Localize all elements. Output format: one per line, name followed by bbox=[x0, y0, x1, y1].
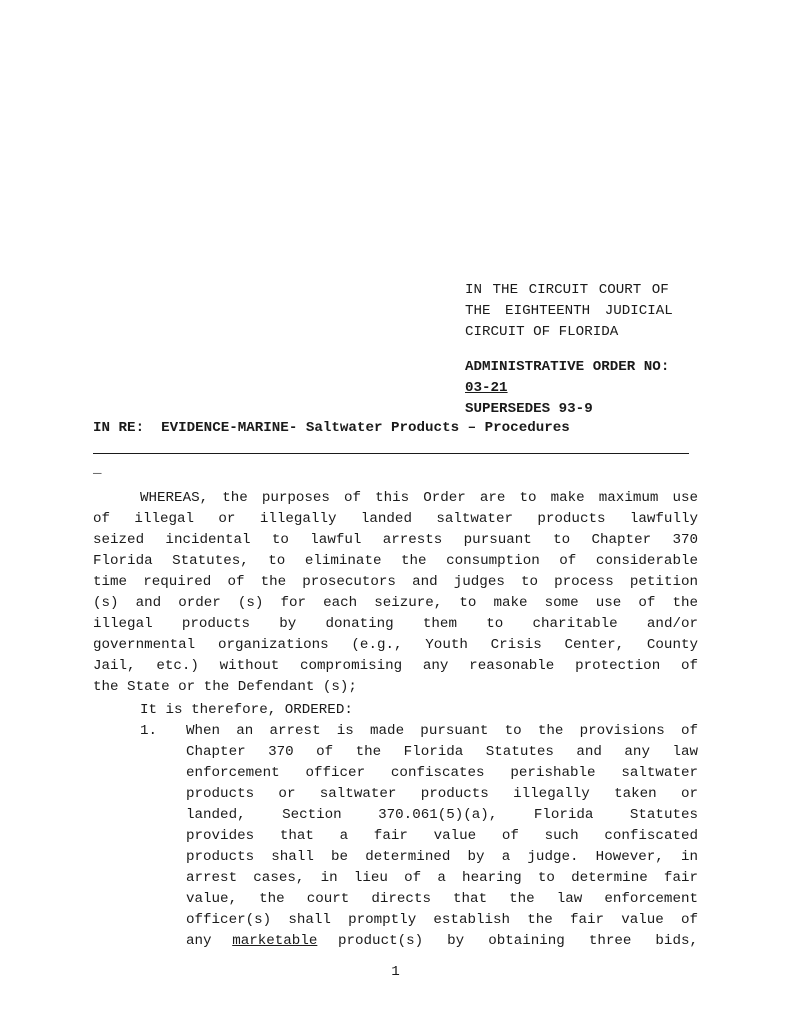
item-line: value, the court directs that the law enforcement bbox=[186, 891, 698, 907]
whereas-line: WHEREAS, the purposes of this Order are to make maximum use bbox=[140, 490, 698, 506]
item-last-before: any bbox=[186, 933, 212, 949]
item-line: products or saltwater products illegally taken or bbox=[186, 786, 698, 802]
court-line-3: CIRCUIT OF FLORIDA bbox=[465, 324, 619, 340]
whereas-line: the State or the Defendant (s); bbox=[93, 679, 357, 695]
case-caption bbox=[465, 280, 673, 420]
in-re-heading: IN RE: EVIDENCE-MARINE- Saltwater Products – Procedures bbox=[93, 420, 570, 436]
item-line: products shall be determined by a judge. However, in bbox=[186, 849, 698, 865]
court-line-1: IN THE CIRCUIT COURT OF bbox=[465, 282, 669, 298]
whereas-line: Florida Statutes, to eliminate the consumption of considerable bbox=[93, 553, 698, 569]
marketable-underlined: marketable bbox=[232, 933, 318, 949]
order-number: 03-21 bbox=[465, 380, 508, 396]
ordered-line: It is therefore, ORDERED: bbox=[140, 702, 353, 718]
item-line-last bbox=[186, 931, 698, 952]
item-line: landed, Section 370.061(5)(a), Florida Statutes bbox=[186, 807, 698, 823]
whereas-line: seized incidental to lawful arrests pursuant to Chapter 370 bbox=[93, 532, 698, 548]
item-line: provides that a fair value of such confiscated bbox=[186, 828, 698, 844]
item-last-after: product(s) by obtaining three bids, bbox=[338, 933, 698, 949]
whereas-line: Jail, etc.) without compromising any reasonable protection of bbox=[93, 658, 698, 674]
whereas-line: of illegal or illegally landed saltwater products lawfully bbox=[93, 511, 698, 527]
item-line: enforcement officer confiscates perishable saltwater bbox=[186, 765, 698, 781]
whereas-line: governmental organizations (e.g., Youth Crisis Center, County bbox=[93, 637, 698, 653]
item-line: arrest cases, in lieu of a hearing to determine fair bbox=[186, 870, 698, 886]
rule-continuation: _ bbox=[93, 461, 102, 477]
court-line-2: THE EIGHTEENTH JUDICIAL bbox=[465, 303, 673, 319]
order-label: ADMINISTRATIVE ORDER NO: bbox=[465, 359, 670, 375]
whereas-line: (s) and order (s) for each seizure, to make some use of the bbox=[93, 595, 698, 611]
whereas-line: time required of the prosecutors and judges to process petition bbox=[93, 574, 698, 590]
page-number: 1 bbox=[391, 964, 400, 980]
heading-rule bbox=[93, 453, 689, 454]
item-number: 1. bbox=[140, 723, 158, 739]
item-line: When an arrest is made pursuant to the provisions of bbox=[186, 723, 698, 739]
item-line: officer(s) shall promptly establish the fair value of bbox=[186, 912, 698, 928]
item-line: Chapter 370 of the Florida Statutes and any law bbox=[186, 744, 698, 760]
supersedes-line: SUPERSEDES 93-9 bbox=[465, 401, 593, 417]
whereas-line: illegal products by donating them to charitable and/or bbox=[93, 616, 698, 632]
